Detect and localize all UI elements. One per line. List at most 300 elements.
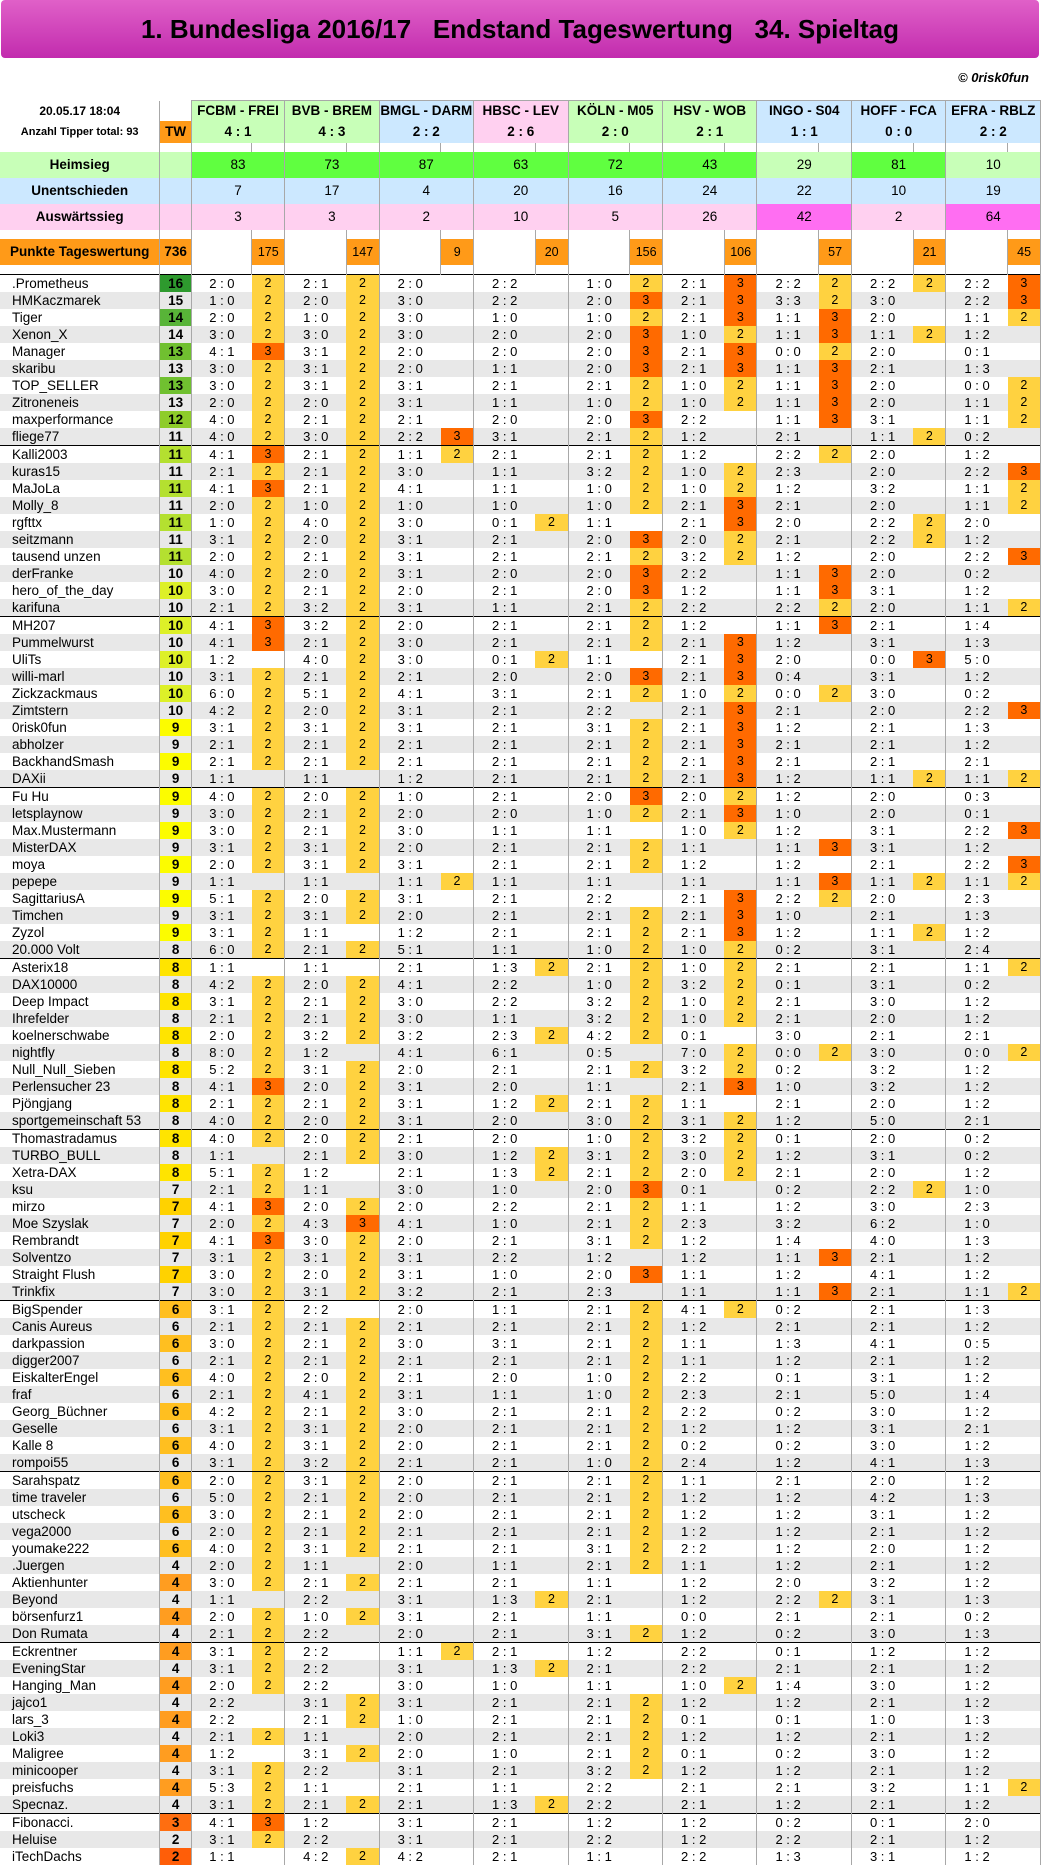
tip-cell: 4 : 1: [397, 480, 423, 496]
tip-points: [913, 1642, 946, 1660]
tip-points: [819, 1215, 852, 1232]
tip-cell: 1 : 0: [681, 1677, 707, 1693]
tip-cell: 3 : 1: [663, 1112, 725, 1130]
player-points: 7: [160, 1283, 191, 1301]
tip-points: [819, 1813, 852, 1831]
tip-cell: 2 : 2: [379, 428, 441, 446]
tip-points: [535, 890, 568, 907]
tip-points: [819, 770, 852, 788]
tip-points: 2: [346, 1694, 379, 1711]
tip-cell: 2 : 1: [586, 1506, 612, 1522]
tip-cell: 0 : 2: [946, 1129, 1008, 1147]
tip-cell: 2 : 1: [663, 805, 725, 822]
punkte-value: 106: [724, 239, 757, 265]
tip-points: 2: [346, 1283, 379, 1301]
tip-cell: 2 : 0: [851, 565, 913, 582]
tip-points: [535, 719, 568, 736]
tip-cell: 3 : 1: [586, 719, 612, 735]
tip-points: 2: [346, 1249, 379, 1266]
tip-cell: 2 : 1: [474, 1625, 536, 1643]
tip-points: 2: [630, 428, 663, 446]
tip-cell: 2 : 1: [492, 1711, 518, 1727]
tip-points: 2: [252, 326, 285, 343]
tip-points: [724, 1181, 757, 1198]
tip-points: [913, 343, 946, 360]
tip-cell: 2 : 2: [851, 1181, 913, 1198]
tip-cell: 0 : 2: [946, 976, 1008, 993]
tip-points: [913, 1095, 946, 1112]
game-result: 4 : 3: [285, 121, 379, 143]
player-points: 7: [160, 1232, 191, 1249]
tip-cell: 3 : 0: [379, 1010, 441, 1027]
tip-cell: 2 : 1: [474, 1471, 536, 1489]
table-row: [0, 292, 1041, 309]
tip-cell: 3 : 1: [285, 360, 347, 377]
tip-cell: 3 : 1: [869, 1848, 896, 1864]
tip-cell: 3 : 2: [681, 548, 707, 564]
tip-points: 2: [630, 1557, 663, 1574]
punkte-value: 175: [252, 239, 285, 265]
tip-cell: 2 : 0: [586, 582, 612, 598]
tip-points: [819, 1489, 852, 1506]
tip-points: [535, 924, 568, 941]
tip-points: 2: [630, 1728, 663, 1745]
tip-points: 2: [630, 1095, 663, 1112]
tip-points: [1008, 1215, 1041, 1232]
tip-cell: 3 : 1: [285, 907, 347, 924]
player-name: darkpassion: [0, 1335, 160, 1352]
tip-points: 3: [1008, 292, 1041, 309]
player-points: 6: [160, 1352, 191, 1369]
tip-points: [819, 1471, 852, 1489]
tip-points: [724, 445, 757, 463]
tip-points: [630, 1779, 663, 1796]
tip-points: [913, 463, 946, 480]
tip-points: 2: [724, 1164, 757, 1181]
tip-cell: 2 : 2: [474, 274, 536, 292]
tip-points: [1008, 1642, 1041, 1660]
tip-points: 2: [724, 480, 757, 497]
tip-cell: 1 : 1: [946, 497, 1008, 514]
tip-points: [1008, 651, 1041, 668]
player-name: BackhandSmash: [0, 753, 160, 770]
tip-cell: 2 : 1: [474, 1762, 536, 1779]
tip-cell: 3 : 0: [191, 360, 252, 377]
tip-cell: 2 : 1: [568, 1300, 630, 1318]
tip-cell: 0 : 2: [775, 1745, 801, 1761]
tip-points: [819, 1095, 852, 1112]
tip-points: 2: [252, 531, 285, 548]
tip-points: [441, 1044, 474, 1061]
tip-cell: 2 : 0: [568, 292, 630, 309]
tip-cell: 2 : 1: [474, 907, 536, 924]
tip-points: [441, 1540, 474, 1557]
stat-value: 87: [379, 152, 473, 178]
tip-points: 2: [630, 1369, 663, 1386]
tip-cell: 1 : 2: [964, 1506, 990, 1522]
tip-points: [630, 1044, 663, 1061]
tip-cell: 1 : 2: [663, 1523, 725, 1540]
table-row: [0, 1677, 1041, 1694]
tip-points: 2: [630, 993, 663, 1010]
spacer-cell: [630, 143, 663, 152]
tip-cell: 4 : 1: [851, 1454, 913, 1472]
tip-points: [441, 1352, 474, 1369]
tip-cell: 1 : 1: [663, 839, 725, 856]
tip-cell: 3 : 0: [209, 582, 235, 598]
tip-cell: 3 : 1: [851, 1591, 913, 1608]
tip-points: [441, 292, 474, 309]
tip-cell: 3 : 1: [397, 1608, 423, 1624]
tip-points: 2: [252, 1249, 285, 1266]
game-pair: HOFF - FCA: [851, 101, 945, 122]
tip-cell: 2 : 1: [757, 702, 819, 719]
tip-points: 3: [724, 668, 757, 685]
tip-points: 2: [1008, 480, 1041, 497]
tip-cell: 2 : 2: [285, 1660, 347, 1677]
tip-cell: 3 : 1: [303, 377, 329, 393]
tip-points: [441, 343, 474, 360]
tip-points: [819, 1437, 852, 1454]
tip-cell: 1 : 0: [568, 394, 630, 411]
tip-points: [535, 394, 568, 411]
tip-points: [913, 1027, 946, 1044]
tip-points: [535, 343, 568, 360]
tip-cell: 1 : 1: [681, 1266, 707, 1282]
player-points: 4: [160, 1625, 191, 1643]
tip-cell: 3 : 1: [191, 907, 252, 924]
tip-cell: 2 : 2: [757, 1591, 819, 1608]
tip-points: [441, 1557, 474, 1574]
tip-cell: 3 : 2: [851, 1078, 913, 1095]
tip-cell: 1 : 1: [663, 1283, 725, 1301]
tip-points: 2: [346, 343, 379, 360]
tip-points: [913, 1489, 946, 1506]
tip-points: [1008, 531, 1041, 548]
tip-cell: 1 : 1: [757, 616, 819, 634]
tip-cell: 5 : 1: [209, 890, 235, 906]
spacer-cell: [379, 230, 441, 239]
tip-points: 2: [346, 651, 379, 668]
tip-cell: 2 : 2: [663, 1642, 725, 1660]
tip-points: 2: [252, 1642, 285, 1660]
tip-points: 2: [252, 1677, 285, 1694]
tip-points: 2: [630, 1232, 663, 1249]
tip-points: 3: [252, 1232, 285, 1249]
tip-cell: 1 : 1: [757, 1249, 819, 1266]
tip-cell: 2 : 1: [757, 736, 819, 753]
tip-points: [913, 1300, 946, 1318]
table-row: [0, 1762, 1041, 1779]
blank-cell: [757, 239, 819, 265]
stat-value: 29: [757, 152, 851, 178]
tip-cell: 2 : 1: [191, 599, 252, 617]
player-points: 8: [160, 1095, 191, 1112]
tip-points: [535, 702, 568, 719]
player-points: 4: [160, 1694, 191, 1711]
tip-cell: 3 : 0: [869, 1198, 896, 1214]
tip-cell: 2 : 2: [285, 1625, 347, 1643]
spacer-cell: [568, 230, 630, 239]
tip-points: 2: [1008, 497, 1041, 514]
tip-cell: 2 : 1: [851, 1660, 913, 1677]
tip-cell: 0 : 0: [681, 1608, 707, 1624]
player-points: 4: [160, 1591, 191, 1608]
tip-points: [441, 1010, 474, 1027]
tip-points: 2: [724, 958, 757, 976]
tip-cell: 2 : 1: [285, 445, 347, 463]
tip-points: 2: [1008, 599, 1041, 617]
tip-cell: 3 : 0: [209, 1335, 235, 1351]
tip-points: [913, 1591, 946, 1608]
tip-points: [535, 1437, 568, 1454]
tip-points: [724, 1540, 757, 1557]
tip-cell: 2 : 2: [492, 1198, 518, 1214]
tip-points: 3: [630, 343, 663, 360]
tip-cell: 3 : 1: [379, 1591, 441, 1608]
tip-points: [1008, 976, 1041, 993]
tip-points: [535, 274, 568, 292]
tip-cell: 2 : 1: [568, 1523, 630, 1540]
player-points: 6: [160, 1437, 191, 1454]
tip-points: 2: [346, 1352, 379, 1369]
tip-cell: 2 : 2: [681, 411, 707, 427]
tip-points: [535, 839, 568, 856]
tip-points: [913, 1574, 946, 1591]
tip-points: [1008, 787, 1041, 805]
tip-points: 3: [630, 1181, 663, 1198]
tip-cell: 1 : 1: [474, 1010, 536, 1027]
player-points: 11: [160, 463, 191, 480]
tip-cell: 2 : 1: [474, 445, 536, 463]
tip-points: 3: [724, 753, 757, 770]
punkte-value: 21: [913, 239, 946, 265]
tip-points: [441, 616, 474, 634]
tip-cell: 2 : 1: [757, 428, 819, 446]
tip-points: 2: [630, 1318, 663, 1335]
tip-points: [819, 1369, 852, 1386]
tip-cell: 2 : 0: [379, 1300, 441, 1318]
tip-points: [535, 1232, 568, 1249]
tip-cell: 2 : 0: [397, 1198, 423, 1214]
tip-cell: 2 : 1: [851, 1318, 913, 1335]
tip-cell: 0 : 3: [946, 787, 1008, 805]
tip-points: 2: [346, 1523, 379, 1540]
tip-cell: 2 : 1: [568, 599, 630, 617]
tip-cell: 2 : 0: [474, 565, 536, 582]
tip-cell: 1 : 2: [964, 1540, 990, 1556]
tip-cell: 3 : 0: [869, 1403, 896, 1419]
table-row: [0, 1300, 1041, 1318]
tip-cell: 2 : 1: [869, 856, 896, 872]
player-points: 2: [160, 1848, 191, 1865]
tip-cell: 4 : 2: [191, 702, 252, 719]
table-row: [0, 360, 1041, 377]
table-row: [0, 1591, 1041, 1608]
tip-points: [724, 1557, 757, 1574]
tip-cell: 3 : 1: [303, 1745, 329, 1761]
tip-cell: 1 : 2: [964, 1745, 990, 1761]
tip-points: 2: [346, 360, 379, 377]
tip-points: [1008, 1181, 1041, 1198]
tip-points: [913, 1198, 946, 1215]
tip-cell: 2 : 1: [379, 958, 441, 976]
game-pair: BMGL - DARM: [379, 101, 473, 122]
tip-points: [441, 1454, 474, 1472]
player-points: 8: [160, 1044, 191, 1061]
player-points: 4: [160, 1796, 191, 1814]
tip-cell: 2 : 1: [474, 634, 536, 651]
tip-cell: 3 : 0: [397, 822, 423, 838]
tip-cell: 1 : 2: [757, 1454, 819, 1472]
tip-cell: 1 : 2: [568, 1642, 630, 1660]
tip-points: [535, 1711, 568, 1728]
tip-cell: 4 : 1: [191, 634, 252, 651]
tip-points: [441, 582, 474, 599]
tip-points: 2: [346, 1335, 379, 1352]
tip-cell: 3 : 2: [869, 1779, 896, 1795]
tip-points: [1008, 719, 1041, 736]
tip-points: 2: [724, 1010, 757, 1027]
tip-cell: 0 : 2: [964, 685, 990, 701]
tip-cell: 2 : 1: [285, 736, 347, 753]
tip-cell: 4 : 0: [303, 514, 329, 530]
tip-points: 2: [346, 616, 379, 634]
tip-points: [913, 616, 946, 634]
tip-cell: 1 : 0: [663, 958, 725, 976]
player-points: 6: [160, 1300, 191, 1318]
tip-cell: 3 : 1: [851, 839, 913, 856]
tip-cell: 3 : 1: [379, 1249, 441, 1266]
player-points: 11: [160, 548, 191, 565]
tip-points: 2: [913, 428, 946, 446]
tip-points: 2: [535, 1027, 568, 1044]
tip-cell: 1 : 2: [285, 1044, 347, 1061]
tip-cell: 3 : 1: [285, 839, 347, 856]
tip-points: [724, 1283, 757, 1301]
tip-cell: 0 : 4: [757, 668, 819, 685]
tip-cell: 3 : 1: [851, 1147, 913, 1164]
tip-points: [630, 1831, 663, 1848]
tip-points: [535, 993, 568, 1010]
player-points: 16: [160, 274, 191, 292]
tip-cell: 3 : 0: [191, 326, 252, 343]
tip-points: [1008, 1813, 1041, 1831]
tip-points: 2: [346, 599, 379, 617]
player-name: HMKaczmarek: [0, 292, 160, 309]
tip-points: 2: [252, 976, 285, 993]
tip-points: [1008, 685, 1041, 702]
stat-value: 20: [474, 178, 568, 204]
tip-points: 3: [441, 428, 474, 446]
tip-points: [441, 1694, 474, 1711]
tip-points: [819, 548, 852, 565]
player-name: letsplaynow: [0, 805, 160, 822]
player-name: Moe Szyslak: [0, 1215, 160, 1232]
tip-points: [441, 736, 474, 753]
tip-cell: 2 : 1: [568, 428, 630, 446]
tip-points: [724, 1198, 757, 1215]
tip-cell: 2 : 2: [851, 531, 913, 548]
tip-points: 2: [252, 1112, 285, 1130]
tip-cell: 5 : 1: [209, 1164, 235, 1180]
tip-cell: 2 : 2: [474, 976, 536, 993]
tip-cell: 2 : 2: [851, 274, 913, 292]
tip-points: 2: [630, 907, 663, 924]
tip-points: [1008, 1523, 1041, 1540]
tip-cell: 1 : 3: [946, 634, 1008, 651]
tip-cell: 3 : 0: [191, 805, 252, 822]
game-result: 2 : 2: [946, 121, 1041, 143]
tip-points: [535, 1848, 568, 1865]
table-row: [0, 1112, 1041, 1130]
tip-cell: 2 : 0: [474, 1112, 536, 1130]
tip-points: 2: [913, 274, 946, 292]
tip-cell: 3 : 2: [285, 1454, 347, 1472]
tip-points: [441, 1831, 474, 1848]
tip-cell: 3 : 0: [869, 993, 896, 1009]
tip-points: [819, 480, 852, 497]
tip-cell: 1 : 1: [663, 1352, 725, 1369]
tip-cell: 1 : 3: [946, 1489, 1008, 1506]
tip-points: 3: [819, 582, 852, 599]
tip-points: [913, 1523, 946, 1540]
tip-cell: 3 : 1: [869, 822, 896, 838]
tip-cell: 2 : 0: [379, 839, 441, 856]
tip-points: [1008, 1129, 1041, 1147]
tip-cell: 3 : 1: [869, 582, 896, 598]
tip-points: 2: [346, 1027, 379, 1044]
tip-points: 2: [252, 1489, 285, 1506]
tip-points: [441, 907, 474, 924]
tip-points: 2: [252, 1608, 285, 1625]
tip-cell: 2 : 0: [663, 531, 725, 548]
tip-points: [441, 377, 474, 394]
tip-cell: 2 : 2: [946, 702, 1008, 719]
tip-points: [724, 1027, 757, 1044]
tip-cell: 1 : 2: [209, 651, 235, 667]
tip-points: [819, 531, 852, 548]
tip-points: [1008, 993, 1041, 1010]
tip-cell: 2 : 2: [663, 565, 725, 582]
tip-cell: 1 : 2: [964, 1677, 990, 1693]
tip-cell: 2 : 1: [492, 719, 518, 735]
tip-cell: 2 : 1: [474, 1813, 536, 1831]
tip-points: 2: [1008, 411, 1041, 428]
tip-points: [441, 1095, 474, 1112]
tip-points: [252, 1848, 285, 1865]
tip-cell: 1 : 1: [191, 873, 252, 890]
tip-points: 2: [819, 343, 852, 360]
tip-cell: 0 : 5: [964, 1335, 990, 1351]
tip-points: [1008, 907, 1041, 924]
stat-value: 72: [568, 152, 662, 178]
tip-cell: 4 : 0: [209, 1437, 235, 1453]
player-points: 13: [160, 343, 191, 360]
tip-points: [913, 309, 946, 326]
tip-points: [724, 1095, 757, 1112]
tip-cell: 1 : 1: [586, 1574, 612, 1590]
tip-cell: 1 : 2: [946, 1471, 1008, 1489]
tip-points: 3: [630, 582, 663, 599]
tip-cell: 2 : 3: [757, 463, 819, 480]
tip-points: [630, 1591, 663, 1608]
tip-cell: 2 : 1: [191, 1010, 252, 1027]
tip-cell: 2 : 0: [209, 1677, 235, 1693]
tip-points: [1008, 1660, 1041, 1677]
punkte-value: 45: [1008, 239, 1041, 265]
tip-points: [913, 1249, 946, 1266]
